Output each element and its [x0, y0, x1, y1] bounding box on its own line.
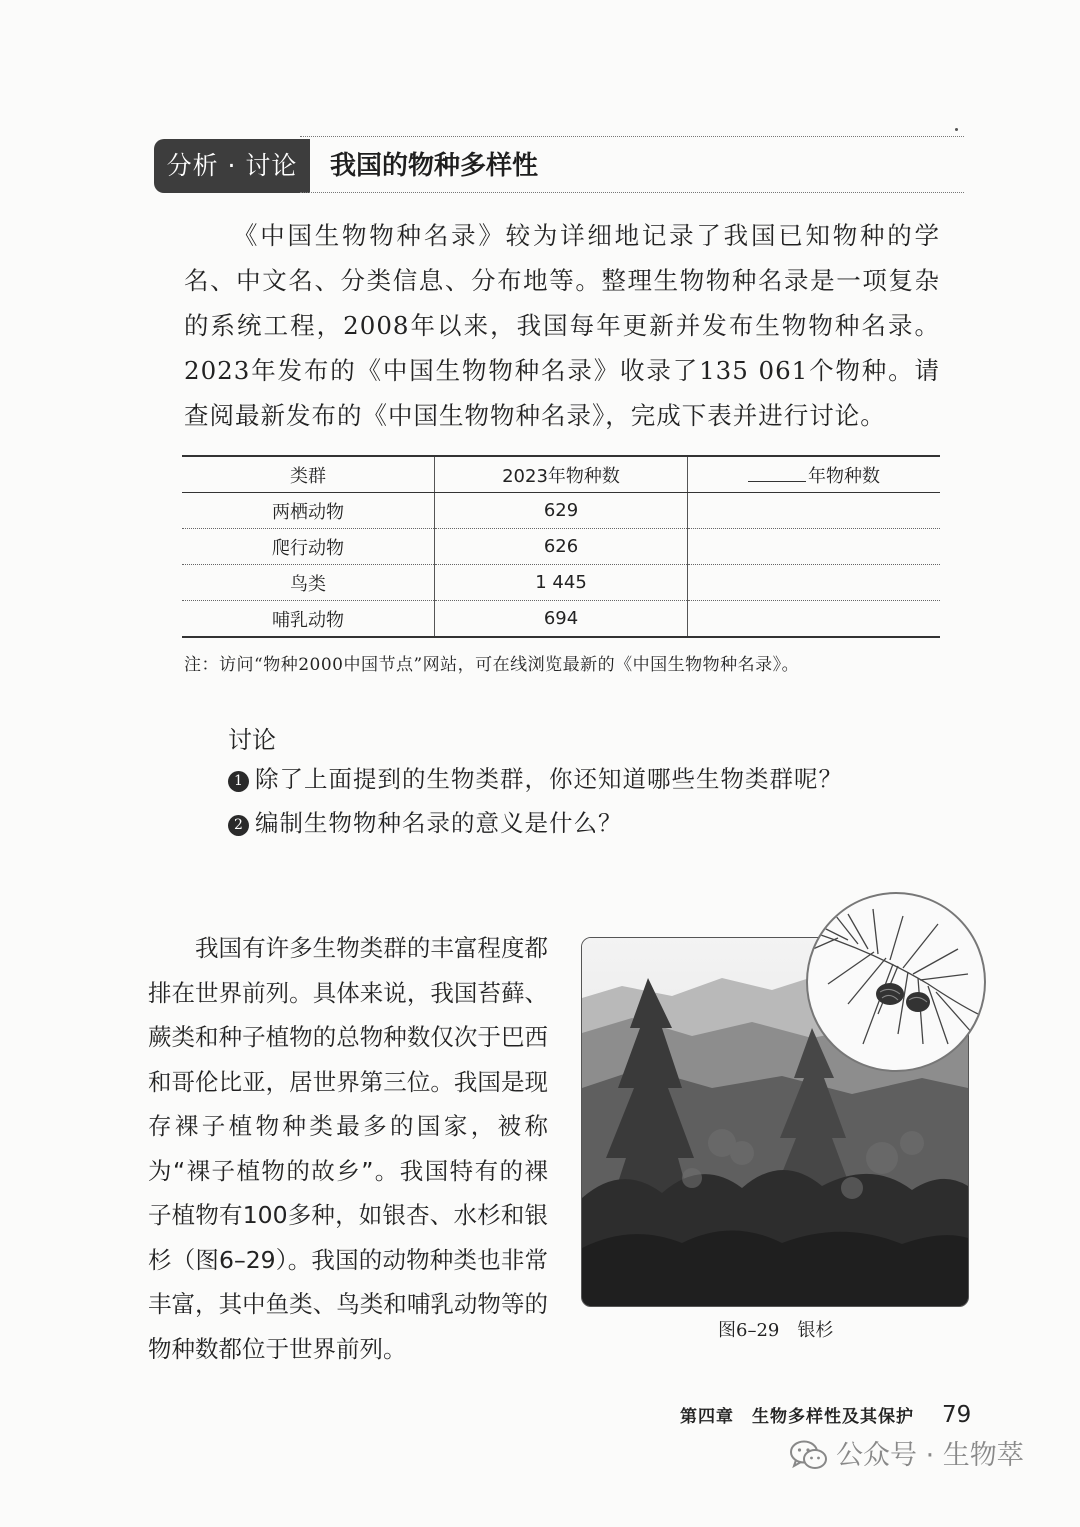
intro-paragraph — [184, 213, 940, 438]
cell-count-new — [688, 601, 941, 638]
cell-count-new — [688, 529, 941, 565]
watermark-text: 公众号 · 生物萃 — [836, 1440, 1024, 1471]
chapter-title: 第四章 生物多样性及其保护 — [680, 1407, 914, 1427]
cell-group: 两栖动物 — [182, 493, 435, 529]
table-note: 注：访问“物种2000中国节点”网站，可在线浏览最新的《中国生物物种名录》。 — [184, 655, 800, 675]
question-number: 2 — [228, 815, 249, 836]
species-table — [182, 455, 940, 638]
body-paragraph: 我国有许多生物类群的丰富程度都排在世界前列。具体来说，我国苔藓、蕨类和种子植物的总物种数仅次于巴西和哥伦比亚，居世界第三位。我国是现存裸子植物种类最多的国家，被称为“裸子植物的故乡”。我国特有的裸子植物有100多种，如银杏、水杉和银杉（图6–29）。我国的动物种类也非常丰富，其中鱼类、鸟类和哺乳动物等的物种数都位于世界前列。 — [148, 934, 548, 1363]
intro-text: 《中国生物物种名录》较为详细地记录了我国已知物种的学名、中文名、分类信息、分布地等。整理生物物种名录是一项复杂的系统工程，2008年以来，我国每年更新并发布生物物种名录。2023年发布的《中国生物物种名录》收录了135 061个物种。请查阅最新发布的《中国生物物种名录》，完成下表并进行讨论。 — [184, 221, 940, 430]
cone-branch-illustration — [808, 894, 984, 1070]
header-rule — [300, 136, 964, 137]
question-text: 除了上面提到的生物类群，你还知道哪些生物类群呢？ — [255, 765, 843, 793]
cell-group: 爬行动物 — [182, 529, 435, 565]
figure-caption: 图6–29 银杉 — [718, 1320, 834, 1341]
section-title: 我国的物种多样性 — [330, 151, 539, 181]
header-rule — [300, 192, 964, 193]
table-header-group: 类群 — [182, 456, 435, 493]
discussion-heading: 讨论 — [228, 726, 276, 754]
year-blank — [748, 463, 806, 482]
wechat-icon — [790, 1440, 828, 1472]
section-tag: 分析 · 讨论 — [154, 139, 310, 193]
table-row — [182, 601, 940, 638]
cell-count-2023: 694 — [435, 601, 688, 638]
cell-count-new — [688, 493, 941, 529]
cell-group: 鸟类 — [182, 565, 435, 601]
watermark — [790, 1436, 1024, 1476]
question-number: 1 — [228, 771, 249, 792]
question-text: 编制生物物种名录的意义是什么？ — [255, 809, 623, 837]
branch-inset — [806, 892, 986, 1072]
cell-count-2023: 626 — [435, 529, 688, 565]
table-header-2023: 2023年物种数 — [435, 456, 688, 493]
cell-count-new — [688, 565, 941, 601]
edge-mark — [955, 128, 958, 131]
discussion-question-1 — [228, 762, 843, 796]
table-header-new-year — [688, 456, 941, 493]
page-number: 79 — [942, 1402, 972, 1428]
table-row — [182, 529, 940, 565]
table-row — [182, 565, 940, 601]
cell-count-2023: 629 — [435, 493, 688, 529]
table-header-row — [182, 456, 940, 493]
discussion-question-2 — [228, 806, 623, 840]
table-row — [182, 493, 940, 529]
cell-count-2023: 1 445 — [435, 565, 688, 601]
cell-group: 哺乳动物 — [182, 601, 435, 638]
table-header-new-year-label: 年物种数 — [808, 465, 880, 487]
